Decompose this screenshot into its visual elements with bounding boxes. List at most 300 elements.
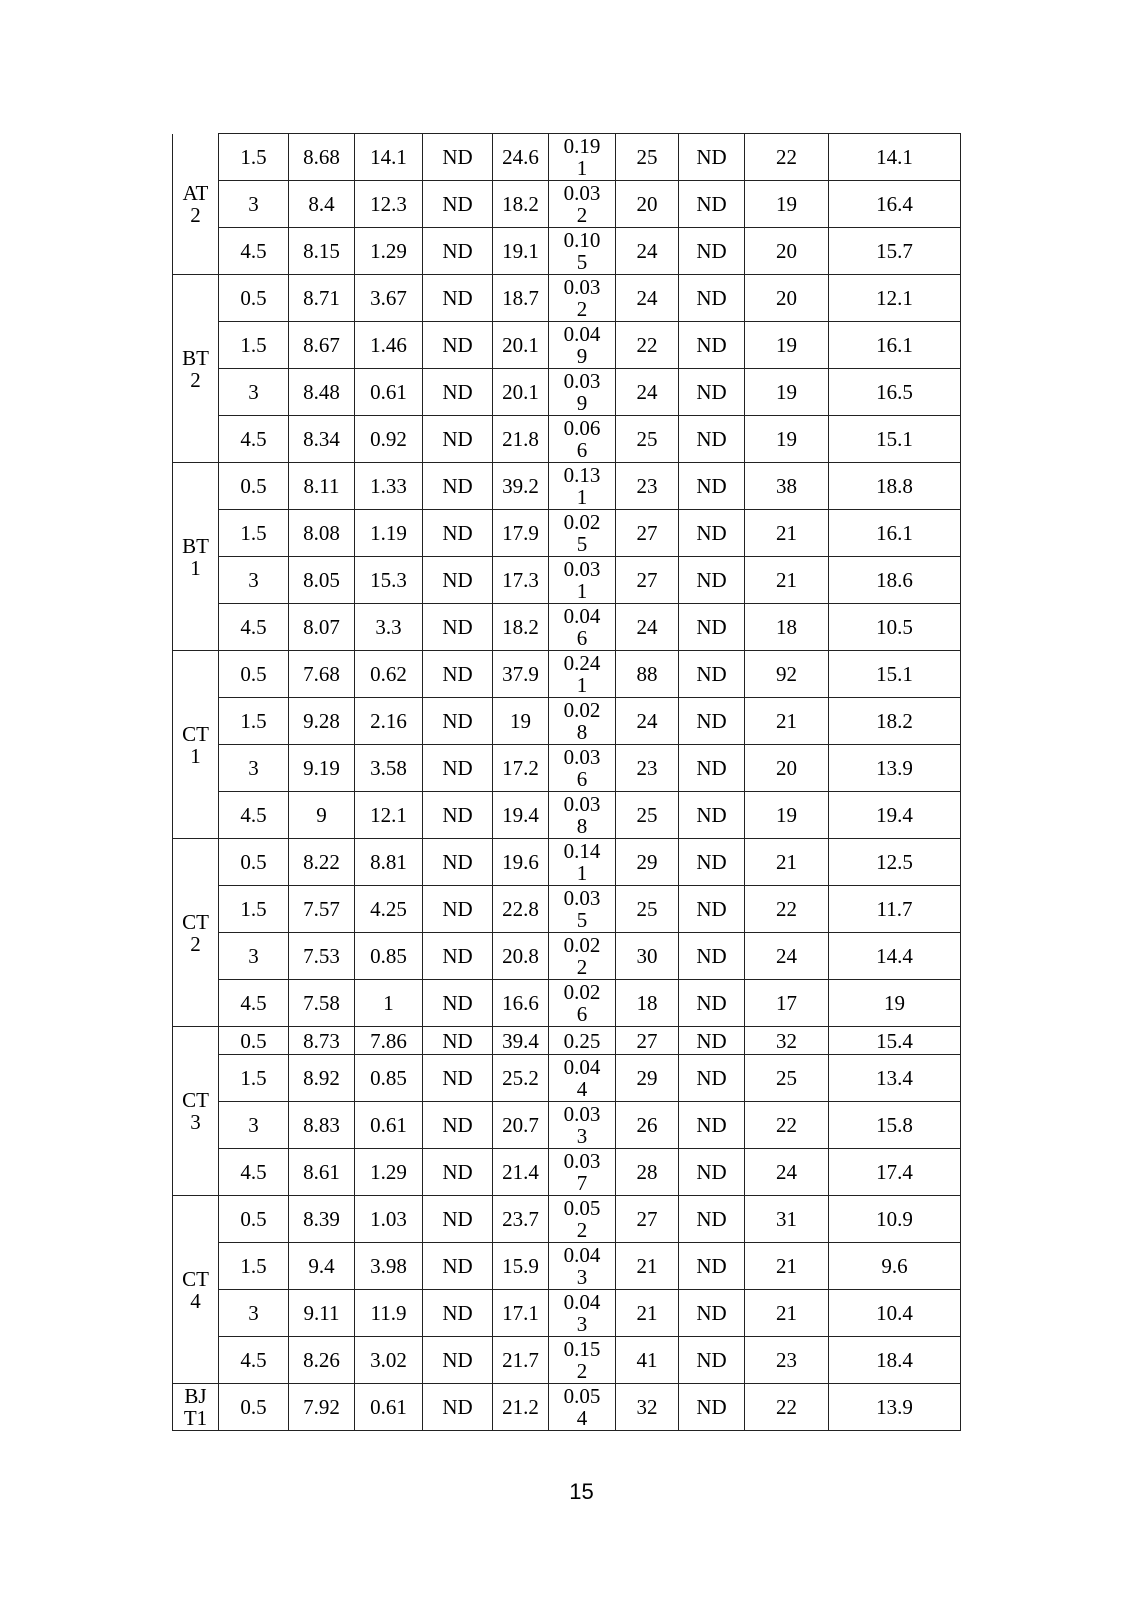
data-cell (493, 1027, 549, 1055)
data-cell-text: ND (696, 192, 727, 216)
data-cell (829, 651, 961, 698)
site-group-label: CT 4 (182, 1266, 209, 1313)
data-cell-text: 25 (776, 1066, 797, 1090)
data-cell (219, 369, 289, 416)
data-cell-text: 3 (248, 380, 259, 404)
data-cell-text: 7.86 (370, 1028, 407, 1053)
data-cell (616, 933, 679, 980)
data-cell-text: 3 (248, 192, 259, 216)
data-cell (355, 745, 423, 792)
data-cell-text: 24 (636, 286, 658, 310)
data-cell-text: 27 (636, 521, 658, 545)
data-cell (493, 1384, 549, 1431)
data-cell (745, 416, 829, 463)
data-cell-text: 8.68 (303, 145, 340, 169)
data-cell-text: ND (442, 521, 473, 545)
site-group-cell (173, 839, 219, 1027)
data-cell (423, 1149, 493, 1196)
data-cell-text: ND (442, 944, 473, 968)
data-cell-text: 8.08 (303, 521, 340, 545)
data-cell-text: 22 (776, 1395, 797, 1419)
data-cell (493, 1243, 549, 1290)
data-cell (219, 1290, 289, 1337)
table-row (173, 1102, 961, 1149)
data-cell-text: 8.4 (308, 192, 335, 216)
data-cell-text: 8.07 (303, 615, 340, 639)
data-cell (219, 134, 289, 181)
table-row (173, 275, 961, 322)
data-cell (829, 933, 961, 980)
data-cell (745, 604, 829, 651)
table-row (173, 933, 961, 980)
data-cell (493, 1337, 549, 1384)
data-cell-text: 3.3 (375, 615, 402, 639)
data-cell (616, 1027, 679, 1055)
data-cell (616, 275, 679, 322)
data-cell (679, 181, 745, 228)
data-cell (745, 839, 829, 886)
data-cell-text: 1.29 (370, 239, 407, 263)
data-cell (355, 275, 423, 322)
data-cell-text: 20 (636, 192, 658, 216)
data-cell (493, 651, 549, 698)
data-cell-text: 16.1 (876, 521, 913, 545)
data-cell-text: ND (442, 662, 473, 686)
data-cell-text: 4.5 (240, 991, 267, 1015)
data-cell-text: 25.2 (502, 1066, 539, 1090)
data-cell-text: ND (696, 380, 727, 404)
data-cell-text: 30 (636, 944, 658, 968)
data-cell (355, 1337, 423, 1384)
data-cell-text: ND (696, 286, 727, 310)
data-cell-text: 9.4 (308, 1254, 335, 1278)
data-cell (549, 181, 616, 228)
data-cell-text: 24 (636, 239, 658, 263)
data-cell-text: 18.8 (876, 474, 913, 498)
data-cell-text: 3 (248, 944, 259, 968)
data-cell (219, 651, 289, 698)
data-cell (549, 134, 616, 181)
data-cell-text: 17.1 (502, 1301, 539, 1325)
data-cell-text: 24 (776, 944, 797, 968)
data-cell-text: 19 (776, 803, 797, 827)
data-cell-text: ND (442, 239, 473, 263)
site-group-cell (173, 1196, 219, 1384)
data-cell-text: 19.6 (502, 850, 539, 874)
data-cell (289, 1243, 355, 1290)
data-cell (616, 839, 679, 886)
data-cell-text: 39.2 (502, 474, 539, 498)
data-cell (355, 1027, 423, 1055)
table-row (173, 1384, 961, 1431)
data-cell-text: 8.67 (303, 333, 340, 357)
site-group-label: CT 3 (182, 1088, 209, 1134)
data-cell-text: 7.68 (303, 662, 340, 686)
data-cell (745, 134, 829, 181)
data-cell (829, 1149, 961, 1196)
data-cell-text: ND (696, 662, 727, 686)
data-cell (829, 181, 961, 228)
data-cell (289, 933, 355, 980)
data-cell-text: 0.85 (370, 1066, 407, 1090)
data-cell (745, 886, 829, 933)
data-cell (616, 651, 679, 698)
data-cell-text: 0.5 (240, 1207, 267, 1231)
data-cell-text: ND (442, 145, 473, 169)
data-cell (355, 1055, 423, 1102)
data-cell (829, 134, 961, 181)
data-cell (219, 275, 289, 322)
data-cell-text: 26 (636, 1113, 658, 1137)
data-cell-text: 0.026 (563, 980, 601, 1026)
data-cell (679, 275, 745, 322)
data-cell-text: 15.8 (876, 1113, 913, 1137)
data-cell-text: 0.035 (563, 886, 601, 932)
data-cell-text: ND (696, 991, 727, 1015)
data-cell-text: 0.052 (563, 1196, 601, 1242)
data-cell (355, 369, 423, 416)
data-cell-text: 0.046 (563, 604, 601, 650)
data-cell (745, 1027, 829, 1055)
data-cell (355, 1384, 423, 1431)
data-cell-text: 9.19 (303, 756, 340, 780)
data-cell-text: 0.043 (563, 1243, 601, 1289)
page-number: 15 (569, 1479, 594, 1504)
data-cell-text: 24 (776, 1160, 797, 1184)
data-cell (493, 369, 549, 416)
data-cell (616, 1196, 679, 1243)
data-cell (549, 651, 616, 698)
data-cell-text: 7.57 (303, 897, 340, 921)
data-cell-text: 1.5 (240, 145, 267, 169)
data-cell (423, 792, 493, 839)
data-cell-text: 1.19 (370, 521, 407, 545)
data-cell (493, 980, 549, 1027)
data-cell (549, 698, 616, 745)
data-cell-text: 18 (636, 991, 658, 1015)
data-cell (549, 1337, 616, 1384)
data-cell-text: ND (442, 803, 473, 827)
data-cell-text: 20.1 (502, 333, 539, 357)
data-cell (679, 1290, 745, 1337)
data-cell (829, 1337, 961, 1384)
data-cell-text: 11.7 (876, 897, 913, 921)
data-cell-text: 25 (636, 803, 658, 827)
table-row (173, 1290, 961, 1337)
data-cell-text: 0.5 (240, 286, 267, 310)
data-cell-text: 24 (636, 615, 658, 639)
data-cell-text: ND (442, 709, 473, 733)
data-cell-text: 21 (776, 709, 797, 733)
data-cell (745, 698, 829, 745)
data-cell-text: ND (442, 1254, 473, 1278)
data-cell-text: ND (696, 803, 727, 827)
data-cell (745, 510, 829, 557)
data-cell-text: ND (696, 756, 727, 780)
data-cell-text: 0.152 (563, 1337, 601, 1383)
data-cell-text: 27 (636, 1028, 658, 1053)
data-cell (289, 1384, 355, 1431)
data-cell-text: 3 (248, 1113, 259, 1137)
table-row (173, 604, 961, 651)
data-cell-text: ND (442, 991, 473, 1015)
data-cell-text: 1.5 (240, 1254, 267, 1278)
data-cell-text: 15.1 (876, 427, 913, 451)
data-cell (493, 1055, 549, 1102)
data-cell (289, 369, 355, 416)
data-cell-text: 23 (776, 1348, 797, 1372)
data-cell (355, 839, 423, 886)
data-cell-text: ND (442, 1028, 473, 1053)
data-cell (829, 416, 961, 463)
data-cell-text: 8.34 (303, 427, 340, 451)
data-cell-text: 17.2 (502, 756, 539, 780)
data-cell-text: 13.4 (876, 1066, 913, 1090)
data-cell-text: 0.241 (563, 651, 601, 697)
data-cell (219, 1243, 289, 1290)
data-cell-text: ND (442, 1066, 473, 1090)
data-cell-text: 29 (636, 1066, 658, 1090)
data-cell (289, 1149, 355, 1196)
data-cell (219, 416, 289, 463)
data-cell (745, 933, 829, 980)
data-cell-text: 19 (776, 192, 797, 216)
data-cell-text: 1.5 (240, 897, 267, 921)
data-cell (549, 792, 616, 839)
data-cell (745, 792, 829, 839)
site-group-cell (173, 134, 219, 275)
data-cell (493, 510, 549, 557)
data-cell-text: 0.25 (563, 1028, 601, 1053)
data-cell-text: 21.7 (502, 1348, 539, 1372)
data-cell (829, 369, 961, 416)
table-row (173, 745, 961, 792)
data-cell (423, 980, 493, 1027)
data-cell-text: 31 (776, 1207, 797, 1231)
data-cell (829, 1384, 961, 1431)
data-cell (355, 604, 423, 651)
data-cell (219, 1196, 289, 1243)
data-cell-text: 22 (776, 897, 797, 921)
data-cell-text: 8.48 (303, 380, 340, 404)
data-cell (829, 1027, 961, 1055)
data-cell-text: 0.5 (240, 1395, 267, 1419)
data-cell (829, 463, 961, 510)
data-cell (616, 510, 679, 557)
data-cell-text: 8.26 (303, 1348, 340, 1372)
table-row (173, 228, 961, 275)
table-row (173, 698, 961, 745)
data-cell-text: 0.038 (563, 792, 601, 838)
data-cell-text: 19.1 (502, 239, 539, 263)
data-cell (493, 416, 549, 463)
data-cell (493, 228, 549, 275)
site-group-cell (173, 463, 219, 651)
table-row (173, 322, 961, 369)
data-cell-text: 25 (636, 427, 658, 451)
data-cell (679, 322, 745, 369)
data-cell-text: 4.5 (240, 427, 267, 451)
data-cell-text: 1.5 (240, 709, 267, 733)
data-cell-text: 0.5 (240, 662, 267, 686)
data-cell (679, 980, 745, 1027)
data-cell-text: 20 (776, 239, 797, 263)
data-cell-text: 1.5 (240, 333, 267, 357)
data-cell (423, 369, 493, 416)
data-cell (549, 745, 616, 792)
data-cell (423, 1055, 493, 1102)
data-cell (289, 980, 355, 1027)
data-cell-text: 19 (884, 991, 905, 1015)
data-cell (549, 228, 616, 275)
data-cell (289, 181, 355, 228)
data-cell-text: 21.4 (502, 1160, 539, 1184)
data-cell-text: 20 (776, 286, 797, 310)
data-cell (679, 134, 745, 181)
data-cell (549, 1055, 616, 1102)
table-row (173, 1337, 961, 1384)
data-cell (679, 604, 745, 651)
data-cell (355, 322, 423, 369)
data-cell-text: 18.7 (502, 286, 539, 310)
data-cell (745, 322, 829, 369)
data-cell (493, 745, 549, 792)
data-cell-text: 17.3 (502, 568, 539, 592)
data-cell (679, 651, 745, 698)
data-cell-text: 0.62 (370, 662, 407, 686)
data-cell (679, 886, 745, 933)
data-cell-text: 8.15 (303, 239, 340, 263)
data-cell (616, 1384, 679, 1431)
data-cell-text: 12.1 (876, 286, 913, 310)
data-cell (423, 1196, 493, 1243)
data-cell-text: ND (442, 1113, 473, 1137)
data-cell (616, 1337, 679, 1384)
data-cell-text: ND (696, 944, 727, 968)
data-cell (549, 980, 616, 1027)
data-cell (423, 1290, 493, 1337)
data-cell (493, 134, 549, 181)
data-cell (355, 1149, 423, 1196)
data-cell-text: 3 (248, 756, 259, 780)
data-cell (679, 463, 745, 510)
data-cell (355, 792, 423, 839)
data-cell (679, 1337, 745, 1384)
data-cell (219, 839, 289, 886)
data-cell (289, 651, 355, 698)
data-cell (679, 510, 745, 557)
data-cell (745, 1149, 829, 1196)
data-cell (423, 933, 493, 980)
data-cell-text: 15.1 (876, 662, 913, 686)
data-cell-text: ND (696, 239, 727, 263)
data-cell (423, 839, 493, 886)
data-cell-text: ND (442, 474, 473, 498)
data-cell (423, 886, 493, 933)
data-cell (355, 557, 423, 604)
data-cell-text: 19 (776, 333, 797, 357)
data-cell (616, 416, 679, 463)
data-cell (423, 698, 493, 745)
data-cell-text: 3 (248, 568, 259, 592)
data-cell-text: 14.4 (876, 944, 913, 968)
data-cell (745, 1384, 829, 1431)
table-row (173, 510, 961, 557)
data-cell (219, 886, 289, 933)
data-cell-text: 8.22 (303, 850, 340, 874)
data-cell (616, 322, 679, 369)
data-cell (745, 1055, 829, 1102)
data-cell-text: ND (442, 333, 473, 357)
data-cell (289, 1055, 355, 1102)
data-cell (219, 604, 289, 651)
data-cell-text: ND (442, 568, 473, 592)
data-cell-text: 19 (510, 709, 531, 733)
data-cell-text: 1.29 (370, 1160, 407, 1184)
data-cell (616, 557, 679, 604)
data-cell (219, 181, 289, 228)
data-cell (679, 1149, 745, 1196)
data-cell (829, 322, 961, 369)
data-cell-text: 21 (776, 1301, 797, 1325)
site-group-label: BT 1 (182, 533, 209, 580)
data-cell-text: 18.6 (876, 568, 913, 592)
data-cell-text: 1.5 (240, 1066, 267, 1090)
data-cell (745, 1290, 829, 1337)
data-cell (549, 463, 616, 510)
data-cell-text: 19.4 (876, 803, 913, 827)
data-cell (829, 698, 961, 745)
data-cell-text: 0.131 (563, 463, 601, 509)
data-cell (549, 839, 616, 886)
data-cell (493, 792, 549, 839)
data-cell (745, 1196, 829, 1243)
data-cell-text: ND (696, 1207, 727, 1231)
data-cell (829, 557, 961, 604)
data-cell-text: ND (696, 521, 727, 545)
data-cell (289, 416, 355, 463)
data-cell (549, 1149, 616, 1196)
data-cell (423, 745, 493, 792)
site-group-cell (173, 651, 219, 839)
data-cell (549, 886, 616, 933)
data-cell-text: 21.8 (502, 427, 539, 451)
data-cell (355, 510, 423, 557)
data-cell (493, 933, 549, 980)
data-cell-text: 12.3 (370, 192, 407, 216)
data-cell-text: 0.61 (370, 1395, 407, 1419)
data-cell-text: 0.141 (563, 839, 601, 885)
data-cell-text: 12.1 (370, 803, 407, 827)
table-row (173, 134, 961, 181)
data-cell-text: ND (696, 145, 727, 169)
data-cell (219, 698, 289, 745)
data-cell (493, 181, 549, 228)
data-cell (616, 792, 679, 839)
data-cell (289, 1102, 355, 1149)
data-cell-text: 0.105 (563, 228, 601, 274)
data-cell (289, 228, 355, 275)
data-cell-text: 19.4 (502, 803, 539, 827)
data-cell-text: 0.92 (370, 427, 407, 451)
data-cell (679, 1196, 745, 1243)
data-cell-text: 22 (776, 145, 797, 169)
data-cell-text: ND (442, 850, 473, 874)
data-cell (549, 510, 616, 557)
data-cell (679, 228, 745, 275)
data-cell (679, 1384, 745, 1431)
data-cell (219, 463, 289, 510)
